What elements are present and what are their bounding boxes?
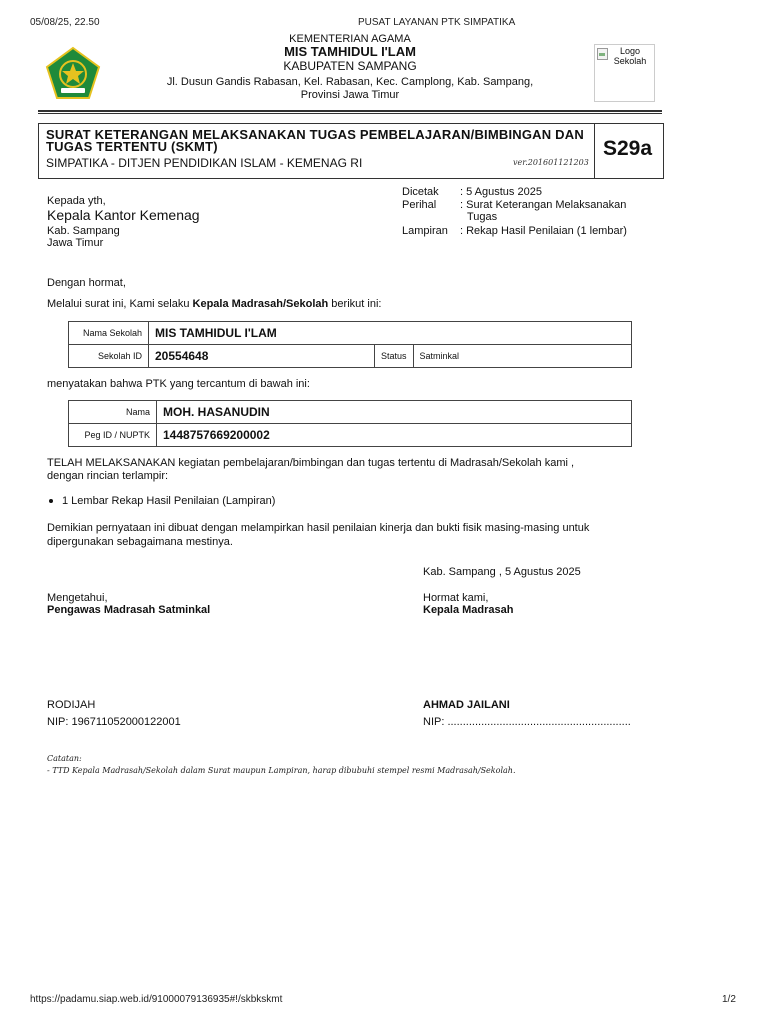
subject-value-line-2: Tugas bbox=[467, 211, 498, 223]
recipient-province: Jawa Timur bbox=[47, 237, 104, 249]
attachment-value: : Rekap Hasil Penilaian (1 lembar) bbox=[460, 225, 627, 237]
ptk-peg-label: Peg ID / NUPTK bbox=[69, 424, 157, 447]
bullet-icon bbox=[49, 499, 53, 503]
school-name-label: Nama Sekolah bbox=[69, 322, 149, 345]
document-subtitle: SIMPATIKA - DITJEN PENDIDIKAN ISLAM - KEMENAG RI bbox=[46, 156, 363, 170]
executed-line-1: TELAH MELAKSANAKAN kegiatan pembelajaran/bimbingan dan tugas tertentu di Madrasah/Sekolah kami , bbox=[47, 457, 575, 469]
table-row bbox=[69, 401, 632, 424]
status-label: Status bbox=[375, 345, 414, 368]
form-code-cell bbox=[594, 124, 664, 178]
printed-value: : 5 Agustus 2025 bbox=[460, 186, 542, 198]
form-code: S29a bbox=[603, 137, 653, 160]
school-logo-alt: Logo Sekolah bbox=[613, 46, 647, 66]
attachment-label: Lampiran bbox=[402, 225, 448, 237]
print-page-number: 1/2 bbox=[722, 994, 736, 1005]
ministry-name: KEMENTERIAN AGAMA bbox=[289, 33, 411, 45]
right-sign-heading: Hormat kami, bbox=[423, 592, 489, 604]
letterhead-divider-thin bbox=[38, 113, 662, 114]
table-row bbox=[69, 345, 632, 368]
recipient-name: Kepala Kantor Kemenag bbox=[47, 207, 200, 223]
print-page-title: PUSAT LAYANAN PTK SIMPATIKA bbox=[358, 17, 516, 28]
table-row bbox=[69, 424, 632, 447]
intro-paragraph bbox=[47, 298, 381, 310]
document-title: SURAT KETERANGAN MELAKSANAKAN TUGAS PEMBELAJARAN/BIMBINGAN DAN TUGAS TERTENTU (SKMT) bbox=[46, 127, 584, 154]
ptk-name-label: Nama bbox=[69, 401, 157, 424]
document-title-box bbox=[38, 123, 664, 179]
right-sign-role: Kepala Madrasah bbox=[423, 604, 514, 616]
left-sign-role: Pengawas Madrasah Satminkal bbox=[47, 604, 211, 616]
declaration-text: menyatakan bahwa PTK yang tercantum di bawah ini: bbox=[47, 378, 310, 390]
subject-value-line-1: : Surat Keterangan Melaksanakan bbox=[460, 199, 627, 211]
document-version: ver.201601121203 bbox=[513, 158, 589, 167]
executed-line-2: dengan rincian terlampir: bbox=[47, 470, 169, 482]
school-logo bbox=[594, 44, 655, 102]
closing-line-1: Demikian pernyataan ini dibuat dengan melampirkan hasil penilaian kinerja dan bukti fisik masing-masing untuk bbox=[47, 522, 590, 534]
subject-label: Perihal bbox=[402, 199, 437, 211]
letterhead-divider bbox=[38, 110, 662, 112]
printed-label: Dicetak bbox=[402, 186, 439, 198]
table-row bbox=[69, 322, 632, 345]
print-timestamp: 05/08/25, 22.50 bbox=[30, 17, 100, 28]
ptk-info-table bbox=[68, 400, 632, 447]
regency-name: KABUPATEN SAMPANG bbox=[283, 59, 417, 73]
notes-line: - TTD Kepala Madrasah/Sekolah dalam Surat maupun Lampiran, harap dibubuhi stempel resmi Madrasah/Sekolah. bbox=[47, 766, 516, 775]
intro-role: Kepala Madrasah/Sekolah bbox=[192, 298, 329, 310]
address-line-1: Jl. Dusun Gandis Rabasan, Kel. Rabasan, Kec. Camplong, Kab. Sampang, bbox=[166, 76, 534, 88]
place-date: Kab. Sampang , 5 Agustus 2025 bbox=[423, 566, 581, 578]
left-sign-heading: Mengetahui, bbox=[47, 592, 108, 604]
broken-image-icon bbox=[597, 48, 608, 60]
greeting: Dengan hormat, bbox=[47, 277, 126, 289]
school-name-heading: MIS TAMHIDUL I'LAM bbox=[284, 44, 416, 59]
left-signer-name: RODIJAH bbox=[47, 699, 96, 711]
print-url: https://padamu.siap.web.id/91000079136935#!/skbkskmt bbox=[30, 994, 283, 1005]
ptk-name-value: MOH. HASANUDIN bbox=[157, 401, 632, 424]
attachment-list-item: 1 Lembar Rekap Hasil Penilaian (Lampiran) bbox=[62, 495, 276, 507]
school-id-label: Sekolah ID bbox=[69, 345, 149, 368]
school-id-value: 20554648 bbox=[149, 345, 375, 368]
right-signer-nip: NIP: ............................................................ bbox=[423, 716, 631, 728]
address-line-2: Provinsi Jawa Timur bbox=[300, 89, 400, 101]
recipient-city: Kab. Sampang bbox=[47, 225, 120, 237]
closing-line-2: dipergunakan sebagaimana mestinya. bbox=[47, 536, 233, 548]
intro-suffix: berikut ini: bbox=[328, 298, 382, 310]
school-info-table bbox=[68, 321, 632, 368]
intro-prefix: Melalui surat ini, Kami selaku bbox=[47, 298, 193, 310]
school-name-value: MIS TAMHIDUL I'LAM bbox=[149, 322, 632, 345]
left-signer-nip: NIP: 196711052000122001 bbox=[47, 716, 181, 728]
notes-heading: Catatan: bbox=[47, 754, 82, 763]
kemenag-emblem-icon bbox=[45, 46, 101, 102]
recipient-salutation: Kepada yth, bbox=[47, 195, 106, 207]
right-signer-name: AHMAD JAILANI bbox=[423, 699, 510, 711]
status-value: Satminkal bbox=[413, 345, 631, 368]
ptk-peg-value: 1448757669200002 bbox=[157, 424, 632, 447]
